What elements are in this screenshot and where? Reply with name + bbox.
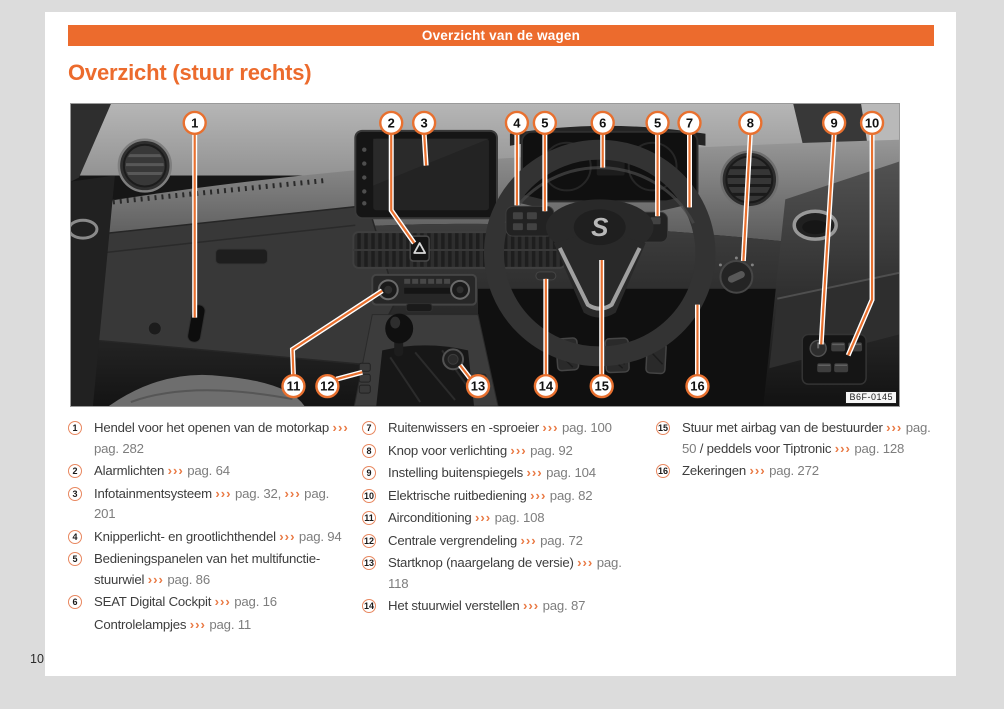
- legend-item: [362, 486, 644, 507]
- callout-number: 4: [513, 115, 521, 131]
- legend-item: [656, 461, 938, 482]
- legend-item-number: 8: [362, 444, 376, 458]
- legend-item: [68, 527, 350, 548]
- legend-column-3: [656, 418, 938, 484]
- chapter-banner: [68, 25, 934, 46]
- legend-column-1: [68, 418, 350, 637]
- legend-item-text: SEAT Digital Cockpit ››› pag. 16: [94, 594, 277, 609]
- legend-item-text: Startknop (naargelang de versie) ››› pag. 118: [388, 555, 622, 591]
- callout-number: 11: [286, 378, 301, 394]
- legend-item: [362, 508, 644, 529]
- legend-item-number: 1: [68, 421, 82, 435]
- callout-number: 3: [420, 115, 428, 131]
- legend-item: [68, 418, 350, 459]
- dashboard-illustration: [71, 104, 899, 406]
- legend-item: [68, 461, 350, 482]
- legend-item: [656, 418, 938, 459]
- callout-number: 15: [594, 378, 609, 394]
- legend-item: [362, 553, 644, 594]
- callout-number: 2: [387, 115, 395, 131]
- legend-item: [362, 441, 644, 462]
- callout-number: 5: [541, 115, 549, 131]
- legend-item: [68, 484, 350, 525]
- legend-item-text: Zekeringen ››› pag. 272: [682, 463, 819, 478]
- callout-number: 12: [320, 378, 335, 394]
- manual-page: [45, 12, 956, 676]
- cross-ref-arrow-icon: ›››: [284, 485, 301, 501]
- callout-number: 6: [599, 115, 607, 131]
- legend-item-text: Instelling buitenspiegels ››› pag. 104: [388, 465, 596, 480]
- cross-ref-arrow-icon: ›››: [886, 420, 903, 435]
- legend-item: [362, 463, 644, 484]
- cross-ref-arrow-icon: ›››: [530, 487, 547, 503]
- legend-item-text: Infotainmentsysteem ››› pag. 32, ››› pag. 201: [94, 485, 330, 521]
- seat-logo: S: [591, 214, 609, 243]
- callout-number: 13: [470, 378, 486, 394]
- legend-column-2: [362, 418, 644, 619]
- cross-ref-arrow-icon: ›››: [834, 440, 851, 456]
- callout-number: 10: [864, 115, 880, 131]
- legend-item-text: Airconditioning ››› pag. 108: [388, 510, 545, 525]
- legend-item: [362, 531, 644, 552]
- legend-item-text: Knipperlicht- en grootlichthendel ››› pag. 94: [94, 528, 342, 544]
- legend-item-text: Elektrische ruitbediening ››› pag. 82: [388, 487, 593, 503]
- legend-item: [362, 596, 644, 617]
- cross-ref-arrow-icon: ›››: [542, 420, 559, 435]
- cross-ref-arrow-icon: ›››: [279, 528, 296, 544]
- callout-number: 14: [538, 378, 554, 394]
- page-number: 10: [30, 652, 44, 666]
- legend-item-text: Stuur met airbag van de bestuurder ››› pag. 50 / peddels voor Tiptronic ››› pag. 128: [682, 420, 931, 456]
- cross-ref-arrow-icon: ›››: [189, 616, 206, 632]
- legend-item-text: Bedieningspanelen van het multifunctie-stuurwiel ››› pag. 86: [94, 551, 321, 587]
- cross-ref-arrow-icon: ›››: [526, 465, 543, 480]
- legend-item: [362, 418, 644, 439]
- cross-ref-arrow-icon: ›››: [215, 485, 232, 501]
- legend-item-text: Alarmlichten ››› pag. 64: [94, 463, 230, 478]
- callout-number: 1: [191, 115, 199, 131]
- cross-ref-arrow-icon: ›››: [577, 555, 594, 570]
- legend-item-text: Knop voor verlichting ››› pag. 92: [388, 442, 573, 458]
- legend-item-number: 16: [657, 466, 668, 476]
- legend-item-number: 6: [68, 595, 82, 609]
- legend-item-text: Het stuurwiel verstellen ››› pag. 87: [388, 598, 586, 613]
- callout-number: 8: [746, 115, 754, 131]
- legend-item-number: 3: [68, 487, 82, 501]
- cross-ref-arrow-icon: ›››: [520, 532, 537, 548]
- legend-item-number: 7: [362, 421, 376, 435]
- legend-item-number: 5: [68, 552, 82, 566]
- legend-item-text: Ruitenwissers en -sproeier ››› pag. 100: [388, 420, 612, 435]
- legend-item-number: 10: [363, 490, 374, 501]
- cross-ref-arrow-icon: ›››: [749, 463, 766, 478]
- legend-item: [68, 592, 350, 613]
- cross-ref-arrow-icon: ›››: [474, 510, 492, 525]
- legend-item-number: 11: [362, 511, 376, 525]
- cross-ref-arrow-icon: ›››: [332, 420, 349, 435]
- cross-ref-arrow-icon: ›››: [523, 598, 540, 613]
- cross-ref-arrow-icon: ›››: [214, 594, 231, 609]
- legend-item-text: Hendel voor het openen van de motorkap ››› pag. 282: [94, 420, 349, 456]
- callout-number: 7: [685, 115, 694, 131]
- cross-ref-arrow-icon: ›››: [510, 442, 527, 458]
- callout-number: 5: [653, 115, 662, 131]
- legend-item-number: 14: [363, 601, 374, 611]
- legend-item-number: 13: [363, 558, 374, 568]
- legend-item-text: Centrale vergrendeling ››› pag. 72: [388, 532, 583, 548]
- cross-ref-arrow-icon: ›››: [147, 571, 164, 587]
- callout-number: 16: [690, 378, 705, 394]
- cross-ref-arrow-icon: ›››: [167, 463, 184, 478]
- legend-item-number: 2: [68, 464, 82, 478]
- legend-item: [68, 615, 350, 636]
- legend-item-number: 12: [363, 535, 374, 546]
- legend-item: [68, 549, 350, 590]
- callout-number: 9: [830, 115, 838, 131]
- dashboard-figure: [70, 103, 900, 407]
- legend-item-number: 4: [68, 530, 82, 544]
- page-title: Overzicht (stuur rechts): [68, 60, 312, 85]
- legend-item-text: Controlelampjes ››› pag. 11: [94, 616, 252, 632]
- chapter-banner-text: Overzicht van de wagen: [421, 28, 581, 43]
- image-code-label: B6F-0145: [845, 391, 897, 404]
- legend-item-number: 9: [362, 466, 376, 480]
- legend-item-number: 15: [657, 423, 668, 433]
